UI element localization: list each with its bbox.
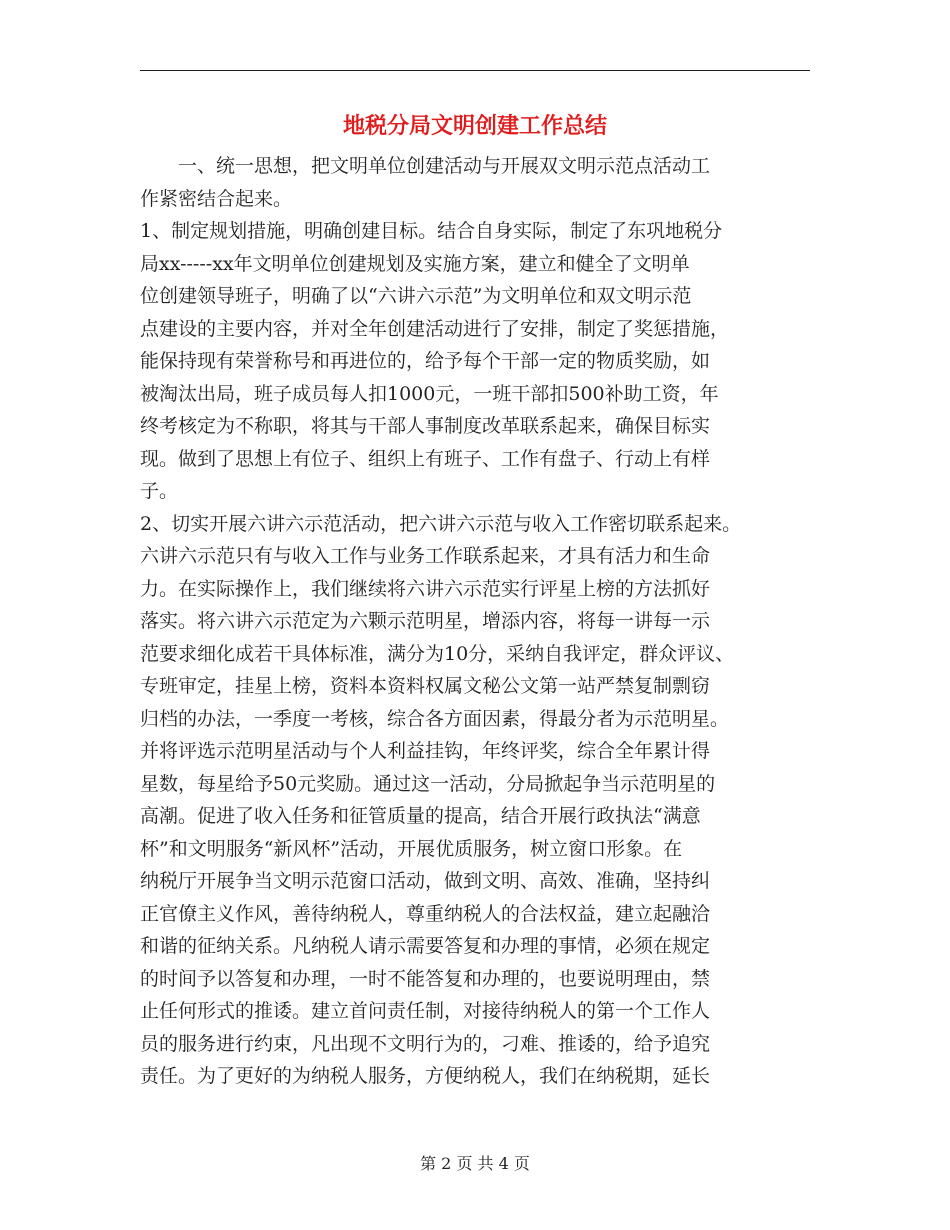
body-line: 星数，每星给予50元奖励。通过这一活动，分局掀起争当示范明星的 (140, 772, 716, 795)
body-line: 一、统一思想，把文明单位创建活动与开展双文明示范点活动工 (140, 155, 711, 177)
body-line: 的时间予以答复和办理，一时不能答复和办理的，也要说明理由，禁 (140, 967, 711, 990)
body-line: 被淘汰出局，班子成员每人扣1000元，一班干部扣500补助工资，年 (140, 382, 719, 405)
body-line: 局xx-----xx年文明单位创建规划及实施方案，建立和健全了文明单 (140, 252, 690, 275)
body-line: 点建设的主要内容，并对全年创建活动进行了安排，制定了奖惩措施， (140, 317, 730, 340)
body-line: 终考核定为不称职，将其与干部人事制度改革联系起来，确保目标实 (140, 415, 711, 437)
body-line: 杯”和文明服务“新风杯”活动，开展优质服务，树立窗口形象。在 (140, 837, 683, 860)
document-body (140, 150, 820, 1093)
body-line: 位创建领导班子，明确了以“六讲六示范”为文明单位和双文明示范 (140, 285, 692, 307)
body-line: 并将评选示范明星活动与个人利益挂钩，年终评奖，综合全年累计得 (140, 740, 711, 762)
body-line: 2、切实开展六讲六示范活动，把六讲六示范与收入工作密切联系起来。 (140, 512, 742, 535)
document-title: 地税分局文明创建工作总结 (342, 113, 607, 139)
body-line: 止任何形式的推诿。建立首问责任制，对接待纳税人的第一个工作人 (140, 1000, 711, 1022)
body-line: 正官僚主义作风，善待纳税人，尊重纳税人的合法权益，建立起融洽 (140, 902, 711, 925)
body-line: 纳税厅开展争当文明示范窗口活动，做到文明、高效、准确，坚持纠 (140, 870, 711, 892)
body-line: 责任。为了更好的为纳税人服务，方便纳税人，我们在纳税期，延长 (140, 1065, 711, 1087)
header-rule (140, 70, 810, 71)
body-line: 高潮。促进了收入任务和征管质量的提高，结合开展行政执法“满意 (140, 805, 701, 827)
body-line: 能保持现有荣誉称号和再进位的，给予每个干部一定的物质奖励，如 (140, 350, 711, 372)
page-number: 第 2 页 共 4 页 (420, 1154, 530, 1173)
body-line: 作紧密结合起来。 (140, 187, 293, 210)
body-line: 子。 (140, 480, 179, 502)
body-line: 归档的办法，一季度一考核，综合各方面因素，得最分者为示范明星。 (140, 707, 730, 730)
body-line: 落实。将六讲六示范定为六颗示范明星，增添内容，将每一讲每一示 (140, 610, 711, 632)
body-line: 专班审定，挂星上榜，资料本资料权属文秘公文第一站严禁复制剽窃 (140, 675, 711, 697)
body-line: 范要求细化成若干具体标准，满分为10分，采纳自我评定，群众评议、 (140, 642, 735, 665)
body-line: 和谐的征纳关系。凡纳税人请示需要答复和办理的事情，必须在规定 (140, 935, 711, 957)
body-line: 六讲六示范只有与收入工作与业务工作联系起来，才具有活力和生命 (140, 545, 711, 567)
body-line: 员的服务进行约束，凡出现不文明行为的，刁难、推诿的，给予追究 (140, 1032, 711, 1055)
body-line: 现。做到了思想上有位子、组织上有班子、工作有盘子、行动上有样 (140, 447, 711, 470)
body-line: 1、制定规划措施，明确创建目标。结合自身实际，制定了东巩地税分 (140, 220, 723, 242)
body-line: 力。在实际操作上，我们继续将六讲六示范实行评星上榜的方法抓好 (140, 577, 711, 600)
